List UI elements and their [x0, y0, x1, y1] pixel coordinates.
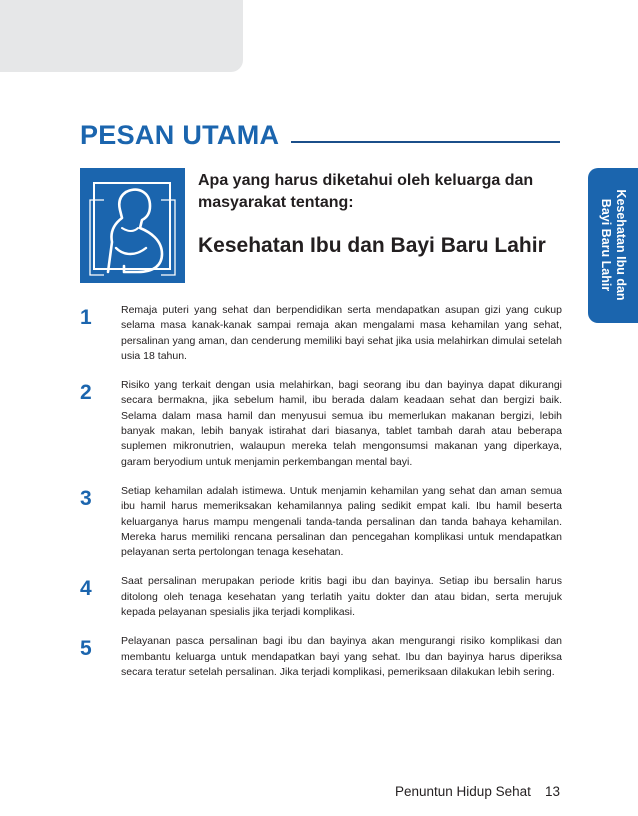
- section-title-row: [80, 118, 560, 150]
- message-number: 1: [80, 306, 92, 329]
- message-text: Saat persalinan merupakan periode kritis bagi ibu dan bayinya. Setiap ibu bersalin harus ditolong oleh tenaga kesehatan yang terlatih yaitu dokter dan atau bidan, serta merujuk kepada pelayanan spesialis jika terjadi komplikasi.: [121, 575, 562, 619]
- message-number: 2: [80, 381, 92, 405]
- intro-text: Apa yang harus diketahui oleh keluarga dan masyarakat tentang:: [198, 172, 534, 211]
- message-text: Setiap kehamilan adalah istimewa. Untuk menjamin kehamilan yang sehat dan aman semua ibu hamil harus memeriksakan kehamilannya paling sedikit empat kali. Ibu hamil beserta keluarganya harus mampu mengenali tanda-tanda persalinan dan tanda bahaya kehamilan. Mereka harus memiliki rencana persalinan dan pencegahan komplikasi untuk mendapatkan pelayanan serta pertolongan tenaga kesehatan.: [121, 484, 562, 559]
- footer-book-title: Penuntun Hidup Sehat: [395, 784, 531, 799]
- side-tab-line2: Bayi Baru Lahir: [599, 198, 613, 292]
- topic-heading: Kesehatan Ibu dan Bayi Baru Lahir: [198, 234, 546, 257]
- message-item: [80, 574, 562, 620]
- pregnant-woman-icon: [80, 168, 185, 283]
- title-rule: [291, 141, 560, 143]
- side-tab: [588, 168, 638, 323]
- corner-tab: [0, 0, 243, 72]
- message-text: Remaja puteri yang sehat dan berpendidikan serta mendapatkan asupan gizi yang cukup selama masa kanak-kanak sampai remaja akan mengalami masa kehamilan yang sehat, persalinan yang aman, dan cenderung memiliki bayi sehat jika usia melahirkan dimulai setelah usia 18 tahun.: [121, 304, 562, 362]
- message-item: [80, 634, 562, 680]
- page-number: 13: [545, 784, 561, 799]
- message-number: 4: [80, 577, 92, 601]
- side-tab-line1: Kesehatan Ibu dan: [614, 189, 628, 301]
- message-item: [80, 378, 562, 470]
- message-text: Risiko yang terkait dengan usia melahirkan, bagi seorang ibu dan bayinya dapat dikurangi secara bermakna, jika sebelum hamil, ibu berada dalam keadaan sehat dan bergizi baik. Selama dalam masa hamil dan menyusui semua ibu memerlukan makanan bergizi, lebih banyak makan, lebih banyak istirahat dari biasanya, tablet tambah darah atau beberapa suplemen mikronutrien, walaupun mereka telah mengonsumsi makanan yang diperkaya, garam beryodium untuk menjamin perkembangan mental bayi.: [121, 379, 562, 468]
- side-tab-label: [598, 170, 628, 320]
- section-title: PESAN UTAMA: [80, 120, 280, 150]
- message-item: [80, 303, 562, 364]
- pregnant-woman-icon-graphic: [80, 168, 185, 283]
- message-number: 3: [80, 486, 92, 510]
- message-number: 5: [80, 637, 92, 661]
- message-item: [80, 484, 562, 560]
- message-text: Pelayanan pasca persalinan bagi ibu dan bayinya akan mengurangi risiko komplikasi dan membantu keluarga untuk mendapatkan bayi yang sehat. Ibu dan bayinya harus diperiksa secara teratur setelah persalinan. Jika terjadi komplikasi, pemeriksaan dilakukan lebih sering.: [121, 635, 562, 678]
- message-list: [80, 303, 562, 694]
